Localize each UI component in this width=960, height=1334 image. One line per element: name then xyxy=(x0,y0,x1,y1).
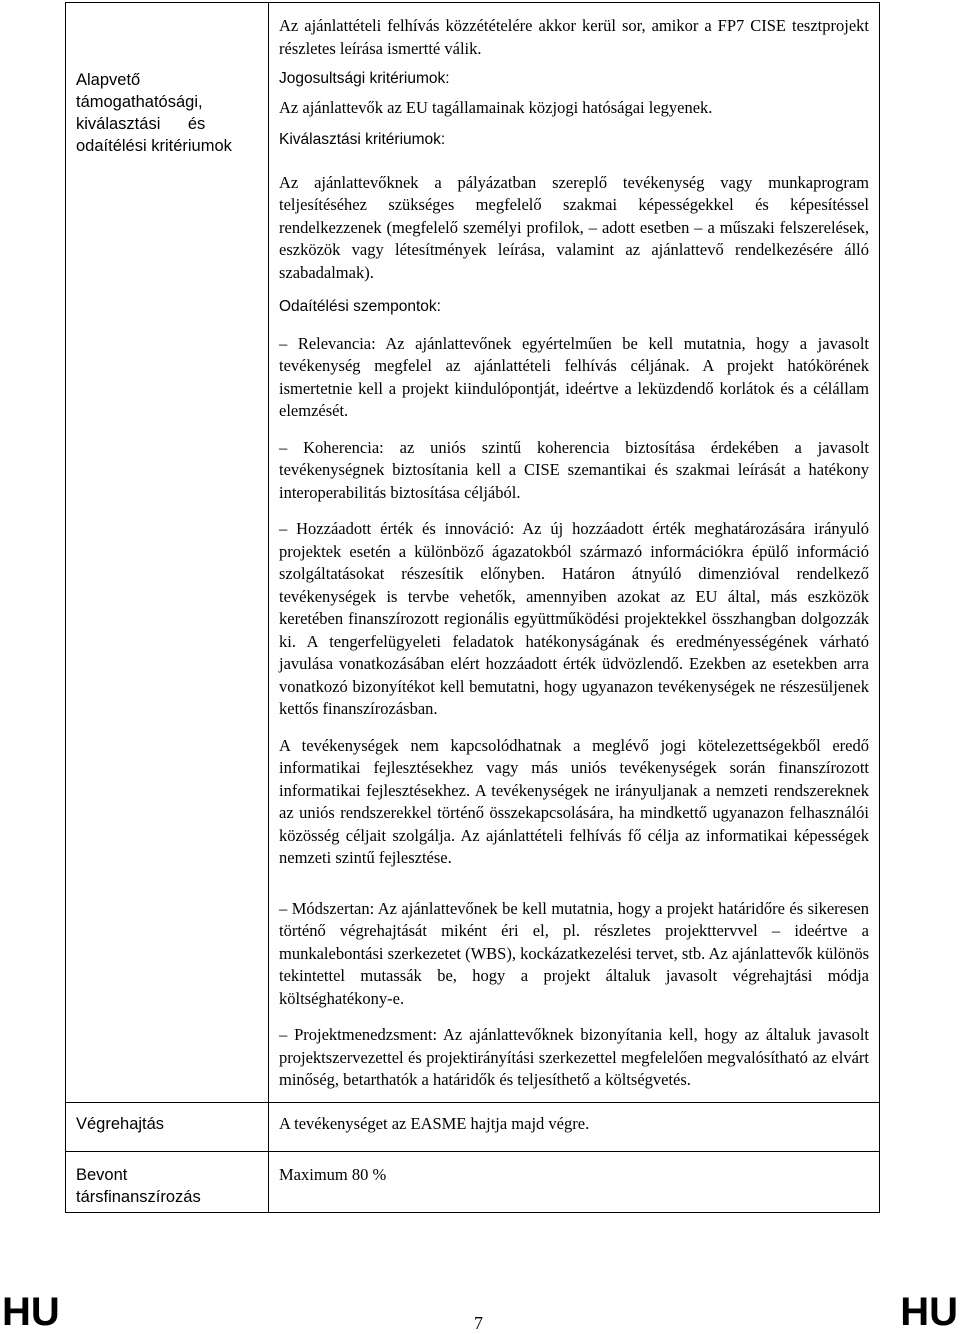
footer-language-right: HU xyxy=(900,1290,958,1334)
label-line: támogathatósági, xyxy=(76,93,203,111)
implementation-text: A tevékenységet az EASME hajtja majd végre. xyxy=(269,1102,880,1152)
eligibility-heading: Jogosultsági kritériumok: xyxy=(279,70,450,87)
table-row xyxy=(66,1102,880,1152)
label-line: társfinanszírozás xyxy=(76,1188,201,1206)
label-line: kiválasztási és xyxy=(76,115,206,133)
management-criterion: – Projektmenedzsment: Az ajánlattevőknek bizonyítania kell, hogy az általuk javasolt projektszervezettel és projektirányítási szerkezettel megfelelően megvalósítható az elvárt minőség, betarthatók a határidők és teljesíthető a költségvetés. xyxy=(279,1025,869,1089)
label-line: odaítélési kritériumok xyxy=(76,137,232,155)
eligibility-text: Az ajánlattevők az EU tagállamainak közjogi hatóságai legyenek. xyxy=(279,97,713,117)
row-label-cofinancing xyxy=(66,1152,269,1213)
row-label-implementation: Végrehajtás xyxy=(66,1102,269,1152)
added-value-criterion: – Hozzáadott érték és innováció: Az új hozzáadott érték meghatározására irányuló projektek esetén a különböző ágazatokból származó információkra épülő információ szolgáltatásokat részesítik előnyben. Határon átnyúló dimenzióval rendelkező tevékenységek is tervbe vehetők, amennyiben azokat az EU által, más eszközök keretében finanszírozott regionális együttműködési projektekkel összhangban dolgozzák ki. A tengerfelügyeleti feladatok hatékonyságának és eredményességének várható javulása vonatkozásában elért hozzáadott érték üdvözlendő. Ezekben az esetekben arra vonatkozó bizonyítékot kell bemutatni, hogy ugyanazon tevékenységek ne részesüljenek kettős finanszírozásban. xyxy=(279,519,869,718)
relevance-criterion: – Relevancia: Az ajánlattevőnek egyértelműen be kell mutatnia, hogy a javasolt tevékenység megfelel az ajánlattételi felhívás céljának. A projekt hatókörének ismertetnie kell a projekt kiindulópontját, ideértve a leküzdendő korlátok és a célállam elemzését. xyxy=(279,333,869,420)
award-heading: Odaítélési szempontok: xyxy=(279,298,441,315)
row-label-criteria xyxy=(66,3,269,1103)
selection-heading: Kiválasztási kritériumok: xyxy=(279,131,446,148)
criteria-table xyxy=(65,2,880,1213)
footer-language-left: HU xyxy=(2,1290,60,1334)
methodology-criterion: – Módszertan: Az ajánlattevőnek be kell mutatnia, hogy a projekt határidőre és sikeresen történő végrehajtását miként éri el, pl. részletes projekttervvel – ideértve a munkalebontási szerkezetet (WBS), kockázatkezelési tervet, stb. Az ajánlattevők különös tekintettel mutassák be, hogy a projekt általuk javasolt végrehajtási módja költséghatékony-e. xyxy=(279,898,869,1008)
table-row xyxy=(66,1152,880,1213)
label-line: Alapvető xyxy=(76,71,141,89)
intro-text: Az ajánlattételi felhívás közzétételére akkor kerül sor, amikor a FP7 CISE tesztprojekt részletes leírása ismertté válik. xyxy=(279,16,869,58)
page-number: 7 xyxy=(474,1313,483,1333)
table-row xyxy=(66,3,880,1103)
label-line: Bevont xyxy=(76,1166,128,1184)
cofinancing-text: Maximum 80 % xyxy=(269,1152,880,1213)
selection-text: Az ajánlattevőknek a pályázatban szereplő tevékenység vagy munkaprogram teljesítéséhez szükséges megfelelő szakmai képességekkel és képesítéssel rendelkezzenek (megfelelő személyi profilok, – adott esetben – a műszaki felszerelések, eszközök vagy létesítmények leírása, valamint az ajánlattevő rendelkezésére álló szabadalmak). xyxy=(279,172,869,282)
coherence-criterion: – Koherencia: az uniós szintű koherencia biztosítása érdekében a javasolt tevékenységnek biztosítania kell a CISE szemantikai és szakmai leírását a hatékony interoperabilitás biztosítása céljából. xyxy=(279,437,869,502)
linking-paragraph: A tevékenységek nem kapcsolódhatnak a meglévő jogi kötelezettségekből eredő informatikai fejlesztésekhez vagy más uniós tevékenységek során finanszírozott informatikai fejlesztésekhez. A tevékenységek ne irányuljanak a nemzeti rendszereknek az uniós rendszerekkel történő összekapcsolására, ha mindkettő ugyanazon felhasználói közösség céljait szolgálja. Az ajánlattételi felhívás fő célja az informatikai képességek nemzeti szintű fejlesztése. xyxy=(279,735,869,867)
row-content-criteria xyxy=(269,3,880,1103)
